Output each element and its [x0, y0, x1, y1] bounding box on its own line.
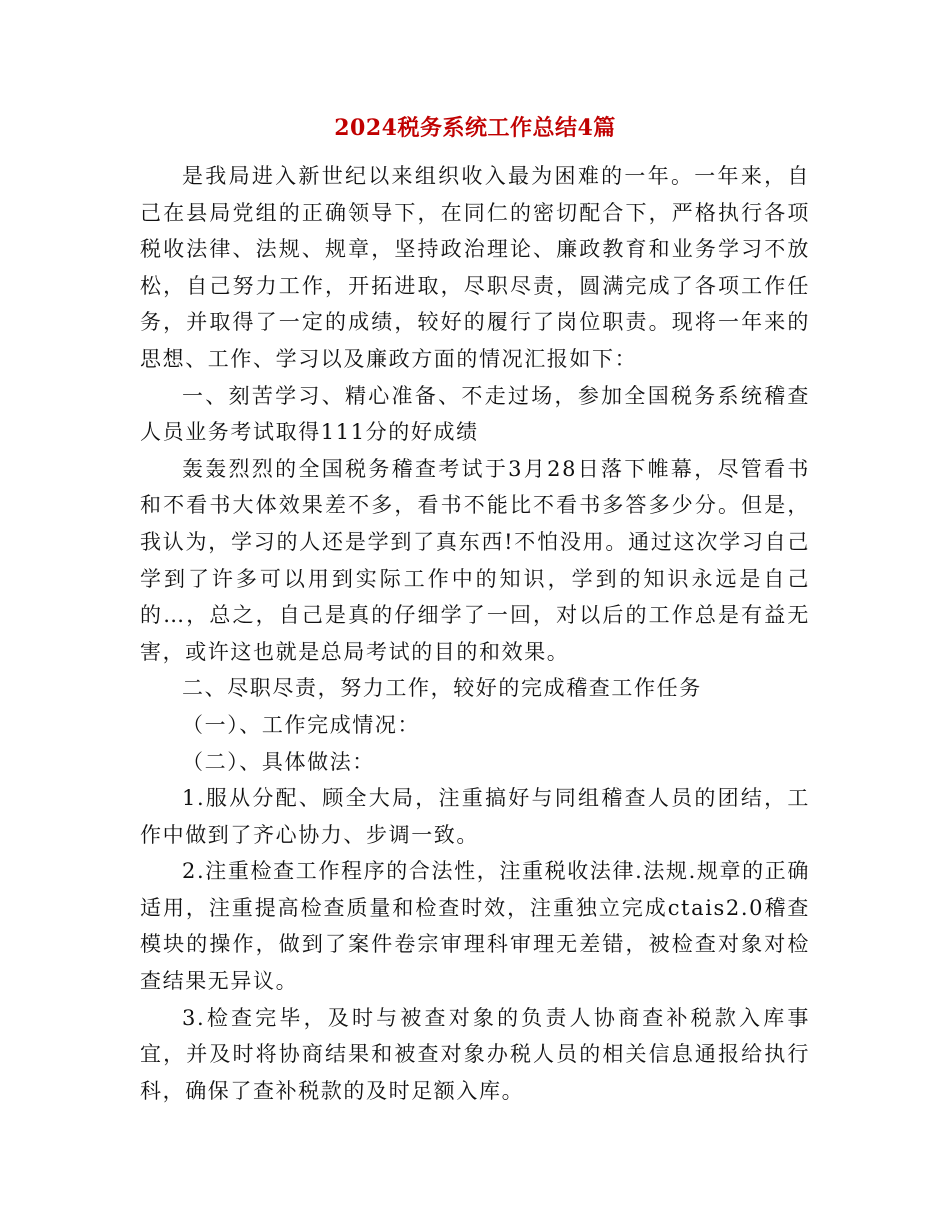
list-item-2: 2.注重检查工作程序的合法性，注重税收法律.法规.规章的正确适用，注重提高检查质量和检查时效，注重独立完成ctais2.0稽查模块的操作，做到了案件卷宗审理科审理无差错，被检查对象对检查结果无异议。 — [140, 859, 810, 994]
subheading-methods: （二）、具体做法： — [182, 749, 375, 774]
list-item-1: 1.服从分配、顾全大局，注重搞好与同组稽查人员的团结，工作中做到了齐心协力、步调一致。 — [140, 786, 810, 847]
paragraph-exam: 轰轰烈烈的全国税务稽查考试于3月28日落下帷幕，尽管看书和不看书大体效果差不多，看书不能比不看书多答多少分。但是，我认为，学习的人还是学到了真东西!不怕没用。通过这次学习自己学到了许多可以用到实际工作中的知识，学到的知识永远是自己的…，总之，自己是真的仔细学了一回，对以后的工作总是有益无害，或许这也就是总局考试的目的和效果。 — [140, 456, 810, 664]
heading-section-1: 一、刻苦学习、精心准备、不走过场，参加全国税务系统稽查人员业务考试取得111分的好成绩 — [140, 383, 810, 445]
subheading-completion: （一）、工作完成情况： — [182, 712, 421, 737]
list-item-3: 3.检查完毕，及时与被查对象的负责人协商查补税款入库事宜，并及时将协商结果和被查对象办税人员的相关信息通报给执行科，确保了查补税款的及时足额入库。 — [140, 1005, 810, 1103]
document-body — [140, 158, 810, 1109]
heading-section-2: 二、尽职尽责，努力工作，较好的完成稽查工作任务 — [182, 676, 702, 701]
document-title: 2024税务系统工作总结4篇 — [334, 115, 616, 141]
paragraph-intro: 是我局进入新世纪以来组织收入最为困难的一年。一年来，自己在县局党组的正确领导下，在同仁的密切配合下，严格执行各项税收法律、法规、规章，坚持政治理论、廉政教育和业务学习不放松，自己努力工作，开拓进取，尽职尽责，圆满完成了各项工作任务，并取得了一定的成绩，较好的履行了岗位职责。现将一年来的思想、工作、学习以及廉政方面的情况汇报如下： — [140, 164, 810, 371]
